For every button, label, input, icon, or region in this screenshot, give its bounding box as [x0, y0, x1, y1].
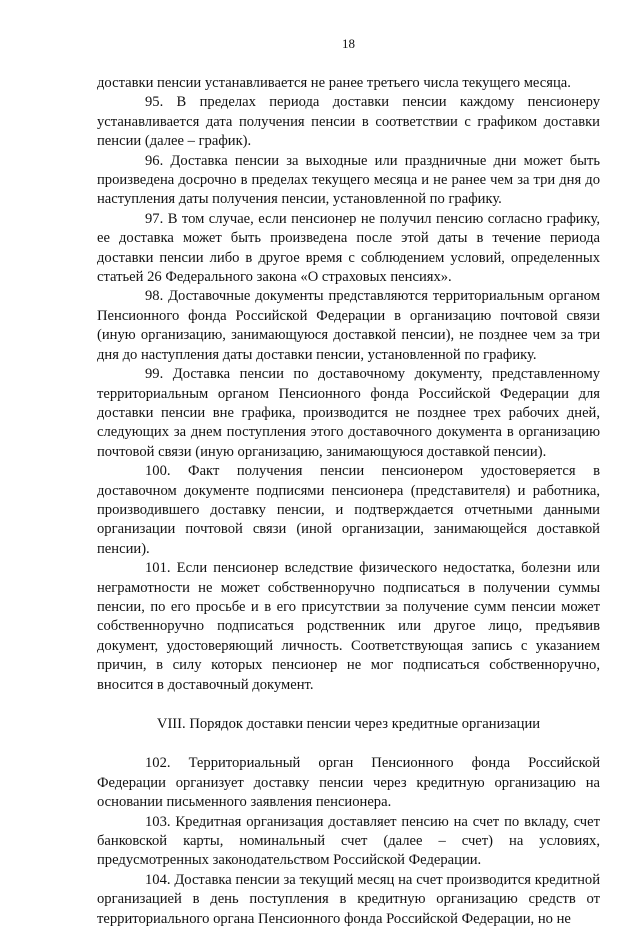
paragraph-99: 99. Доставка пенсии по доставочному документу, представленному территориальным органом Пенсионного фонда Российской Федерации для доставки пенсии вне графика, производится не позднее трех рабочих дней, следующих за днем поступления этого доставочного документа в организацию почтовой связи (иную организацию, занимающуюся доставкой пенсии).: [97, 366, 600, 460]
paragraph-103: 103. Кредитная организация доставляет пенсию на счет по вкладу, счет банковской карты, номинальный счет (далее – счет) на условиях, предусмотренных законодательством Российской Федерации.: [97, 813, 600, 869]
paragraph-98: 98. Доставочные документы представляются территориальным органом Пенсионного фонда Российской Федерации в организацию почтовой связи (иную организацию, занимающуюся доставкой пенсии), не позднее чем за три дня до наступления даты доставки пенсии, установленной по графику.: [97, 288, 600, 363]
paragraph-104: 104. Доставка пенсии за текущий месяц на счет производится кредитной организацией в день поступления в кредитную организацию средств от территориального органа Пенсионного фонда Российской Федерации, но не: [97, 871, 600, 927]
paragraph-102: 102. Территориальный орган Пенсионного фонда Российской Федерации организует доставку пенсии через кредитную организацию на основании письменного заявления пенсионера.: [97, 755, 600, 811]
paragraph-continuation: доставки пенсии устанавливается не ранее третьего числа текущего месяца.: [97, 75, 571, 91]
section-body-after: [97, 754, 600, 929]
paragraph-101: 101. Если пенсионер вследствие физического недостатка, болезни или неграмотности не может собственноручно подписаться в получении суммы пенсии, по его просьбе и в его присутствии за получение сумм пенсии может собственноручно подписаться родственник или другое лицо, предъявив документ, удостоверяющий личность. Соответствующая запись с указанием причин, в силу которых пенсионер не мог подписаться собственноручно, вносится в доставочный документ.: [97, 560, 600, 693]
paragraph-95: 95. В пределах периода доставки пенсии каждому пенсионеру устанавливается дата получения пенсии в соответствии с графиком доставки пенсии (далее – график).: [97, 94, 600, 150]
paragraph-96: 96. Доставка пенсии за выходные или праздничные дни может быть произведена досрочно в пределах текущего месяца и не ранее чем за три дня до наступления даты получения пенсии, установленной по графику.: [97, 152, 600, 208]
paragraph-100: 100. Факт получения пенсии пенсионером удостоверяется в доставочном документе подписями пенсионера (представителя) и работника, производившего доставку пенсии, и подтверждается отчетными данными организации почтовой связи (иной организации, занимающейся доставкой пенсии).: [97, 463, 600, 557]
section-body-before: [97, 74, 600, 695]
section-heading: VIII. Порядок доставки пенсии через кредитные организации: [156, 716, 541, 732]
paragraph-97: 97. В том случае, если пенсионер не получил пенсию согласно графику, ее доставка может быть произведена после этой даты в течение периода доставки пенсии либо в другое время с соблюдением условий, определенных статьей 26 Федерального закона «О страховых пенсиях».: [97, 210, 600, 286]
page-number: 18: [342, 36, 355, 51]
